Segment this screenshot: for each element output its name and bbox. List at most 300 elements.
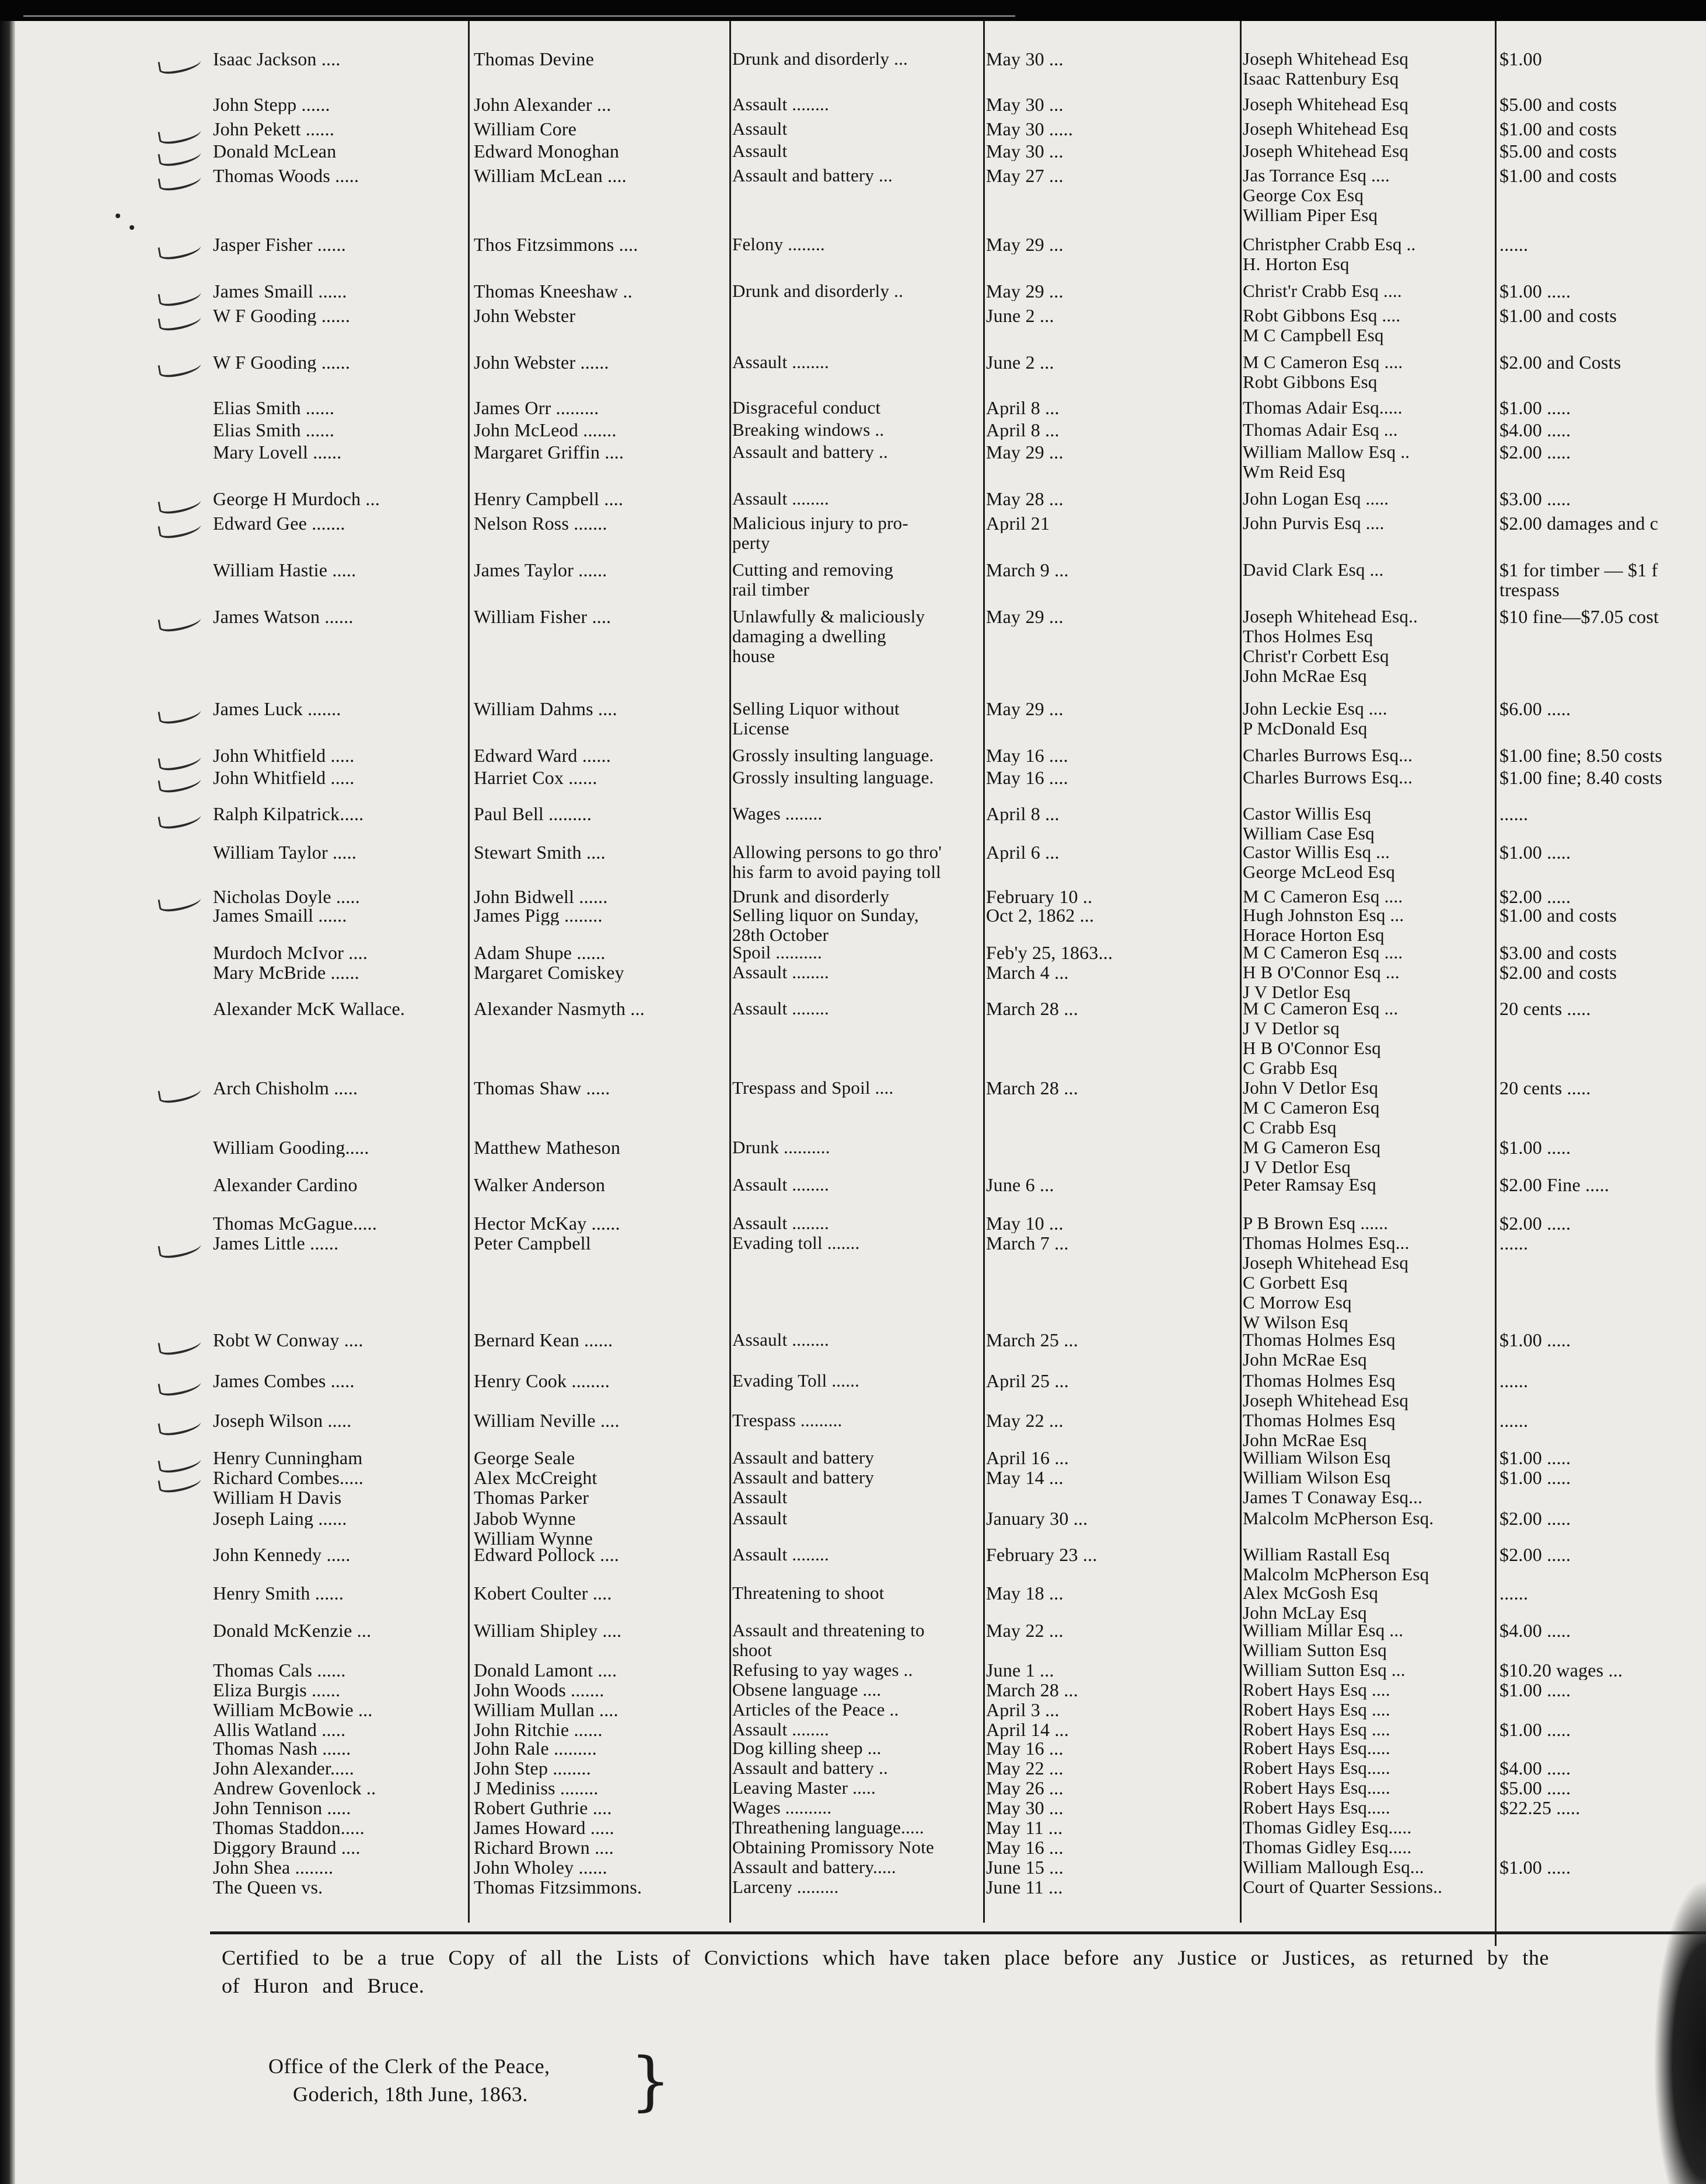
justice-name: Christpher Crabb Esq .. H. Horton Esq [1243,235,1416,274]
offence-text: Drunk .......... [732,1138,830,1157]
penalty-text: $1.00 ..... [1499,1720,1571,1740]
justice-name: Court of Quarter Sessions.. [1243,1877,1443,1897]
table-row [0,235,1706,275]
complainant-name: Margaret Griffin .... [474,442,624,462]
conviction-date: April 16 ... [986,1448,1069,1468]
justice-name: Robert Hays Esq..... [1243,1738,1390,1758]
penalty-text: $2.00 ..... [1499,1508,1571,1528]
defendant-name: James Smaill ...... [213,905,347,925]
penalty-text: $22.25 ..... [1499,1798,1581,1818]
penalty-text: ...... [1499,1233,1529,1253]
offence-text: Grossly insulting language. [732,746,934,765]
complainant-name: William Fisher .... [474,607,611,626]
check-mark-icon [158,1416,202,1437]
conviction-date: May 11 ... [986,1818,1063,1838]
check-mark-icon [158,810,202,831]
justice-name: Jas Torrance Esq .... George Cox Esq William Piper Esq [1243,166,1390,225]
defendant-name: Henry Smith ...... [213,1583,344,1603]
justice-name: M C Cameron Esq ... J V Detlor sq H B O'Connor Esq C Grabb Esq [1243,999,1399,1078]
complainant-name: William Shipley .... [474,1620,622,1640]
complainant-name: Nelson Ross ....... [474,513,607,533]
table-row [0,513,1706,554]
defendant-name: Isaac Jackson .... [213,49,341,69]
table-row [0,1138,1706,1178]
penalty-text: $1.00 ..... [1499,1857,1571,1877]
conviction-date: May 30 ..... [986,119,1074,139]
justice-name: Thomas Holmes Esq... Joseph Whitehead Esq C Gorbett Esq C Morrow Esq W Wilson Esq [1243,1233,1410,1332]
justice-name: M C Cameron Esq .... [1243,943,1403,963]
justice-name: Charles Burrows Esq... [1243,746,1413,765]
defendant-name: Nicholas Doyle ..... [213,887,360,907]
defendant-name: Murdoch McIvor .... [213,943,368,963]
justice-name: James T Conaway Esq... [1243,1488,1423,1507]
offence-text: Assault and battery [732,1448,875,1468]
penalty-text: $4.00 ..... [1499,1620,1571,1640]
defendant-name: Ralph Kilpatrick..... [213,804,364,824]
offence-text: Malicious injury to pro- perty [732,513,908,553]
offence-text: Assault [732,141,788,161]
defendant-name: Thomas Staddon..... [213,1818,365,1838]
complainant-name: James Pigg ........ [474,905,603,925]
check-mark-icon [158,612,202,634]
penalty-text: $1.00 ..... [1499,281,1571,301]
table-row [0,1877,1706,1918]
table-row [0,699,1706,740]
check-mark-icon [158,774,202,794]
justice-name: Thomas Adair Esq..... [1243,398,1403,418]
table-row [0,166,1706,225]
top-torn-edge [0,0,1706,21]
conviction-date: May 29 ... [986,607,1064,626]
offence-text: Trespass ......... [732,1410,842,1430]
complainant-name: John Webster ...... [474,352,609,372]
complainant-name: William McLean .... [474,166,627,186]
offence-text: Drunk and disorderly [732,887,890,907]
conviction-date: March 28 ... [986,999,1078,1019]
offence-text: Assault ........ [732,94,829,114]
table-row [0,1508,1706,1549]
ink-dot [130,225,134,230]
penalty-text: $2.00 ..... [1499,1213,1571,1233]
check-mark-icon [158,1084,202,1105]
penalty-text: $2.00 damages and c [1499,513,1659,533]
offence-text: Trespass and Spoil .... [732,1078,894,1098]
penalty-text: $10 fine—$7.05 cost [1499,607,1659,626]
defendant-name: John Stepp ...... [213,94,330,114]
offence-text: Assault and battery .. [732,442,888,462]
table-row [0,1583,1706,1624]
defendant-name: Joseph Laing ...... [213,1508,347,1528]
justice-name: Joseph Whitehead Esq [1243,94,1409,114]
penalty-text: $1 for timber — $1 f trespass [1499,560,1658,600]
defendant-name: John Tennison ..... [213,1798,351,1818]
defendant-name: Donald McKenzie ... [213,1620,372,1640]
justice-name: P B Brown Esq ...... [1243,1213,1389,1233]
conviction-date: March 7 ... [986,1233,1069,1253]
defendant-name: John Kennedy ..... [213,1545,351,1564]
penalty-text: $1.00 ..... [1499,1330,1571,1350]
defendant-name: Henry Cunningham [213,1448,363,1468]
justice-name: William Millar Esq ... William Sutton Esq [1243,1620,1404,1660]
defendant-name: James Luck ....... [213,699,341,719]
offence-text: Allowing persons to go thro' his farm to avoid paying toll [732,842,942,882]
conviction-date: May 16 .... [986,746,1068,765]
justice-name: Peter Ramsay Esq [1243,1175,1376,1195]
conviction-date: April 6 ... [986,842,1060,862]
defendant-name: Eliza Burgis ...... [213,1680,341,1700]
justice-name: John Leckie Esq .... P McDonald Esq [1243,699,1387,738]
penalty-text: $2.00 and costs [1499,963,1617,982]
complainant-name: Matthew Matheson [474,1138,621,1157]
defendant-name: Mary Lovell ...... [213,442,342,462]
table-row [0,1330,1706,1371]
justice-name: William Rastall Esq Malcolm McPherson Esq [1243,1545,1429,1584]
offence-text: Assault ........ [732,352,829,372]
table-bottom-rule [210,1931,1706,1934]
defendant-name: The Queen vs. [213,1877,323,1897]
conviction-date: March 28 ... [986,1680,1078,1700]
conviction-date: June 6 ... [986,1175,1054,1195]
complainant-name: William Mullan .... [474,1700,618,1720]
defendant-name: John Alexander..... [213,1758,354,1778]
offence-text: Grossly insulting language. [732,768,934,788]
complainant-name: Thomas Kneeshaw .. [474,281,632,301]
conviction-date: March 9 ... [986,560,1069,580]
complainant-name: Donald Lamont .... [474,1660,617,1680]
complainant-name: John Step ........ [474,1758,591,1778]
complainant-name: Alex McCreight [474,1468,597,1488]
penalty-text: $2.00 ..... [1499,887,1571,907]
penalty-text: ...... [1499,235,1529,254]
offence-text: Assault [732,1508,788,1528]
offence-text: Refusing to yay wages .. [732,1660,913,1680]
conviction-date: May 10 ... [986,1213,1064,1233]
justice-name: William Mallough Esq... [1243,1857,1424,1877]
penalty-text: $1.00 ..... [1499,1138,1571,1157]
defendant-name: William Taylor ..... [213,842,357,862]
right-scan-edge [1653,1878,1706,2184]
conviction-date: June 2 ... [986,352,1054,372]
penalty-text: $2.00 and Costs [1499,352,1621,372]
certification-line-1: Certified to be a true Copy of all the Lists of Convictions which have taken place before any Justice or Justices, as returned by the [222,1946,1549,1969]
complainant-name: James Taylor ...... [474,560,607,580]
justice-name: Thomas Adair Esq ... [1243,420,1398,440]
offence-text: Wages ........ [732,804,823,824]
justice-name: Joseph Whitehead Esq Isaac Rattenbury Esq [1243,49,1409,89]
offence-text: Wages .......... [732,1798,832,1818]
penalty-text: $1.00 and costs [1499,306,1617,326]
offence-text: Articles of the Peace .. [732,1700,899,1720]
penalty-text: 20 cents ..... [1499,999,1591,1019]
penalty-text: $1.00 and costs [1499,119,1617,139]
defendant-name: Arch Chisholm ..... [213,1078,358,1098]
offence-text: Assault ........ [732,1175,829,1195]
conviction-date: April 8 ... [986,398,1060,418]
table-row [0,442,1706,483]
defendant-name: Edward Gee ....... [213,513,345,533]
offence-text: Assault [732,1488,788,1507]
check-mark-icon [158,358,202,379]
justice-name: David Clark Esq ... [1243,560,1384,580]
complainant-name: J Mediniss ........ [474,1778,599,1798]
justice-name: Robert Hays Esq..... [1243,1778,1390,1798]
justice-name: M C Cameron Esq .... [1243,887,1403,907]
complainant-name: George Seale [474,1448,575,1468]
conviction-date: May 16 ... [986,1838,1064,1857]
conviction-date: May 22 ... [986,1758,1064,1778]
table-row [0,1410,1706,1451]
offence-text: Evading Toll ...... [732,1371,860,1391]
justice-name: Thomas Gidley Esq..... [1243,1838,1412,1857]
offence-text: Unlawfully & maliciously damaging a dwelling house [732,607,925,666]
table-row [0,1620,1706,1661]
complainant-name: Walker Anderson [474,1175,606,1195]
justice-name: John Logan Esq ..... [1243,489,1389,509]
defendant-name: Alexander McK Wallace. [213,999,405,1019]
penalty-text: $3.00 ..... [1499,489,1571,509]
check-mark-icon [158,287,202,308]
justice-name: Robert Hays Esq .... [1243,1700,1390,1720]
defendant-name: William Gooding..... [213,1138,369,1157]
offence-text: Obtaining Promissory Note [732,1838,934,1857]
penalty-text: $1.00 fine; 8.50 costs [1499,746,1663,765]
conviction-date: April 3 ... [986,1700,1060,1720]
conviction-date: June 11 ... [986,1877,1063,1897]
complainant-name: Jabob Wynne William Wynne [474,1508,593,1548]
conviction-date: Feb'y 25, 1863... [986,943,1113,963]
check-mark-icon [158,1239,202,1260]
defendant-name: Alexander Cardino [213,1175,358,1195]
complainant-name: John Woods ....... [474,1680,604,1700]
penalty-text: $5.00 ..... [1499,1778,1571,1798]
conviction-date: Oct 2, 1862 ... [986,905,1095,925]
check-mark-icon [158,147,202,168]
defendant-name: Elias Smith ...... [213,420,335,440]
justice-name: John V Detlor Esq M C Cameron Esq C Crabb Esq [1243,1078,1380,1138]
offence-text: Obsene language .... [732,1680,882,1700]
conviction-date: March 4 ... [986,963,1069,982]
justice-name: William Mallow Esq .. Wm Reid Esq [1243,442,1410,482]
justice-name: Thomas Gidley Esq..... [1243,1818,1412,1838]
penalty-text: $1.00 ..... [1499,1680,1571,1700]
conviction-date: May 18 ... [986,1583,1064,1603]
penalty-text: $5.00 and costs [1499,141,1617,161]
offence-text: Assault and threatening to shoot [732,1620,925,1660]
table-row [0,999,1706,1078]
complainant-name: Edward Pollock .... [474,1545,620,1564]
complainant-name: John Rale ......... [474,1738,597,1758]
conviction-date: May 29 ... [986,442,1064,462]
offence-text: Leaving Master ..... [732,1778,876,1798]
justice-name: Thomas Holmes Esq Joseph Whitehead Esq [1243,1371,1409,1410]
office-signature-block [268,2052,642,2108]
justice-name: Christ'r Crabb Esq .... [1243,281,1402,301]
defendant-name: Donald McLean [213,141,337,161]
complainant-name: James Howard ..... [474,1818,614,1838]
defendant-name: Allis Watland ..... [213,1720,346,1740]
conviction-date: March 25 ... [986,1330,1078,1350]
offence-text: Assault and battery ... [732,166,893,186]
conviction-date: May 16 ... [986,1738,1064,1758]
penalty-text: $1.00 fine; 8.40 costs [1499,768,1663,788]
conviction-date: May 22 ... [986,1410,1064,1430]
defendant-name: W F Gooding ...... [213,352,351,372]
conviction-date: May 27 ... [986,166,1064,186]
table-row [0,804,1706,845]
check-mark-icon [158,240,202,261]
offence-text: Cutting and removing rail timber [732,560,894,600]
certification-line-2: of Huron and Bruce. [222,1974,425,1997]
conviction-date: April 14 ... [986,1720,1069,1740]
offence-text: Assault ........ [732,1720,829,1740]
offence-text: Assault ........ [732,489,829,509]
offence-text: Assault ........ [732,1330,829,1350]
complainant-name: John Wholey ...... [474,1857,607,1877]
check-mark-icon [158,495,202,516]
offence-text: Assault ........ [732,1213,829,1233]
penalty-text: $1.00 and costs [1499,905,1617,925]
justice-name: Charles Burrows Esq... [1243,768,1413,788]
complainant-name: Bernard Kean ...... [474,1330,613,1350]
check-mark-icon [158,519,202,540]
complainant-name: Adam Shupe ...... [474,943,606,963]
check-mark-icon [158,705,202,726]
offence-text: Dog killing sheep ... [732,1738,882,1758]
justice-name: Joseph Whitehead Esq.. Thos Holmes Esq Christ'r Corbett Esq John McRae Esq [1243,607,1418,686]
justice-name: H B O'Connor Esq ... J V Detlor Esq [1243,963,1400,1002]
offence-text: Selling liquor on Sunday, 28th October [732,905,919,945]
certification-text [222,1944,1704,2000]
penalty-text: $10.20 wages ... [1499,1660,1623,1680]
penalty-text: $1.00 [1499,49,1542,69]
penalty-text: $4.00 ..... [1499,1758,1571,1778]
defendant-name: Mary McBride ...... [213,963,359,982]
justice-name: Hugh Johnston Esq ... Horace Horton Esq [1243,905,1404,945]
defendant-name: Thomas Woods ..... [213,166,359,186]
complainant-name: Margaret Comiskey [474,963,624,982]
check-mark-icon [158,312,202,332]
table-row [0,905,1706,946]
conviction-date: May 30 ... [986,141,1064,161]
check-mark-icon [158,1377,202,1398]
complainant-name: Thomas Parker [474,1488,589,1507]
table-row [0,842,1706,883]
table-row [0,963,1706,1003]
complainant-name: Edward Monoghan [474,141,620,161]
defendant-name: Thomas McGague..... [213,1213,377,1233]
brace-mark: } [630,2043,671,2118]
conviction-date: June 2 ... [986,306,1054,326]
complainant-name: William Neville .... [474,1410,620,1430]
penalty-text: $1.00 ..... [1499,1448,1571,1468]
complainant-name: Thos Fitzsimmons .... [474,235,638,254]
check-mark-icon [158,1336,202,1357]
defendant-name: Diggory Braund .... [213,1838,361,1857]
penalty-text: $1.00 ..... [1499,1468,1571,1488]
complainant-name: Hector McKay ...... [474,1213,620,1233]
conviction-date: January 30 ... [986,1508,1088,1528]
offence-text: Assault ........ [732,1545,829,1564]
complainant-name: William Core [474,119,577,139]
offence-text: Larceny ......... [732,1877,839,1897]
justice-name: Castor Willis Esq William Case Esq [1243,804,1375,844]
justice-name: M G Cameron Esq J V Detlor Esq [1243,1138,1381,1177]
penalty-text: $2.00 ..... [1499,1545,1571,1564]
complainant-name: John Ritchie ...... [474,1720,603,1740]
complainant-name: Thomas Devine [474,49,595,69]
table-row [0,1371,1706,1412]
table-row [0,607,1706,686]
penalty-text: ...... [1499,1410,1529,1430]
complainant-name: Paul Bell ......... [474,804,592,824]
penalty-text: $4.00 ..... [1499,420,1571,440]
conviction-date: June 15 ... [986,1857,1064,1877]
justice-name: Robert Hays Esq .... [1243,1680,1390,1700]
conviction-date: May 29 ... [986,699,1064,719]
conviction-date: May 22 ... [986,1620,1064,1640]
justice-name: William Sutton Esq ... [1243,1660,1406,1680]
defendant-name: Elias Smith ...... [213,398,335,418]
conviction-date: March 28 ... [986,1078,1078,1098]
complainant-name: James Orr ......... [474,398,599,418]
conviction-date: April 25 ... [986,1371,1069,1391]
complainant-name: Alexander Nasmyth ... [474,999,645,1019]
defendant-name: Jasper Fisher ...... [213,235,346,254]
justice-name: M C Cameron Esq .... Robt Gibbons Esq [1243,352,1403,392]
defendant-name: George H Murdoch ... [213,489,380,509]
defendant-name: James Little ...... [213,1233,339,1253]
conviction-date: May 26 ... [986,1778,1064,1798]
table-row [0,1078,1706,1138]
justice-name: Thomas Holmes Esq John McRae Esq [1243,1330,1396,1370]
defendant-name: Richard Combes..... [213,1468,363,1488]
table-row [0,1233,1706,1332]
complainant-name: Thomas Fitzsimmons. [474,1877,642,1897]
complainant-name: Robert Guthrie .... [474,1798,612,1818]
justice-name: Robert Hays Esq..... [1243,1758,1390,1778]
offence-text: Assault ........ [732,963,829,982]
offence-text: Assault and battery [732,1468,875,1488]
defendant-name: W F Gooding ...... [213,306,351,326]
justice-name: Robt Gibbons Esq .... M C Campbell Esq [1243,306,1401,345]
table-row [0,306,1706,346]
table-row [0,352,1706,393]
complainant-name: Harriet Cox ...... [474,768,597,788]
complainant-name: Henry Cook ........ [474,1371,610,1391]
defendant-name: Thomas Nash ...... [213,1738,351,1758]
offence-text: Drunk and disorderly .. [732,281,904,301]
defendant-name: William McBowie ... [213,1700,373,1720]
complainant-name: Henry Campbell .... [474,489,624,509]
table-row [0,49,1706,90]
justice-name: Alex McGosh Esq John McLay Esq [1243,1583,1379,1623]
complainant-name: Stewart Smith .... [474,842,606,862]
offence-text: Breaking windows .. [732,420,885,440]
office-line-2: Goderich, 18th June, 1863. [293,2082,528,2106]
check-mark-icon [158,172,202,192]
conviction-date: February 10 .. [986,887,1093,907]
conviction-date: May 30 ... [986,94,1064,114]
conviction-date: June 1 ... [986,1660,1054,1680]
defendant-name: Joseph Wilson ..... [213,1410,352,1430]
offence-text: Assault [732,119,788,139]
offence-text: Felony ........ [732,235,825,254]
penalty-text: $5.00 and costs [1499,94,1617,114]
complainant-name: Edward Ward ...... [474,746,611,765]
defendant-name: William H Davis [213,1488,342,1507]
conviction-date: April 8 ... [986,420,1060,440]
table-row [0,560,1706,601]
